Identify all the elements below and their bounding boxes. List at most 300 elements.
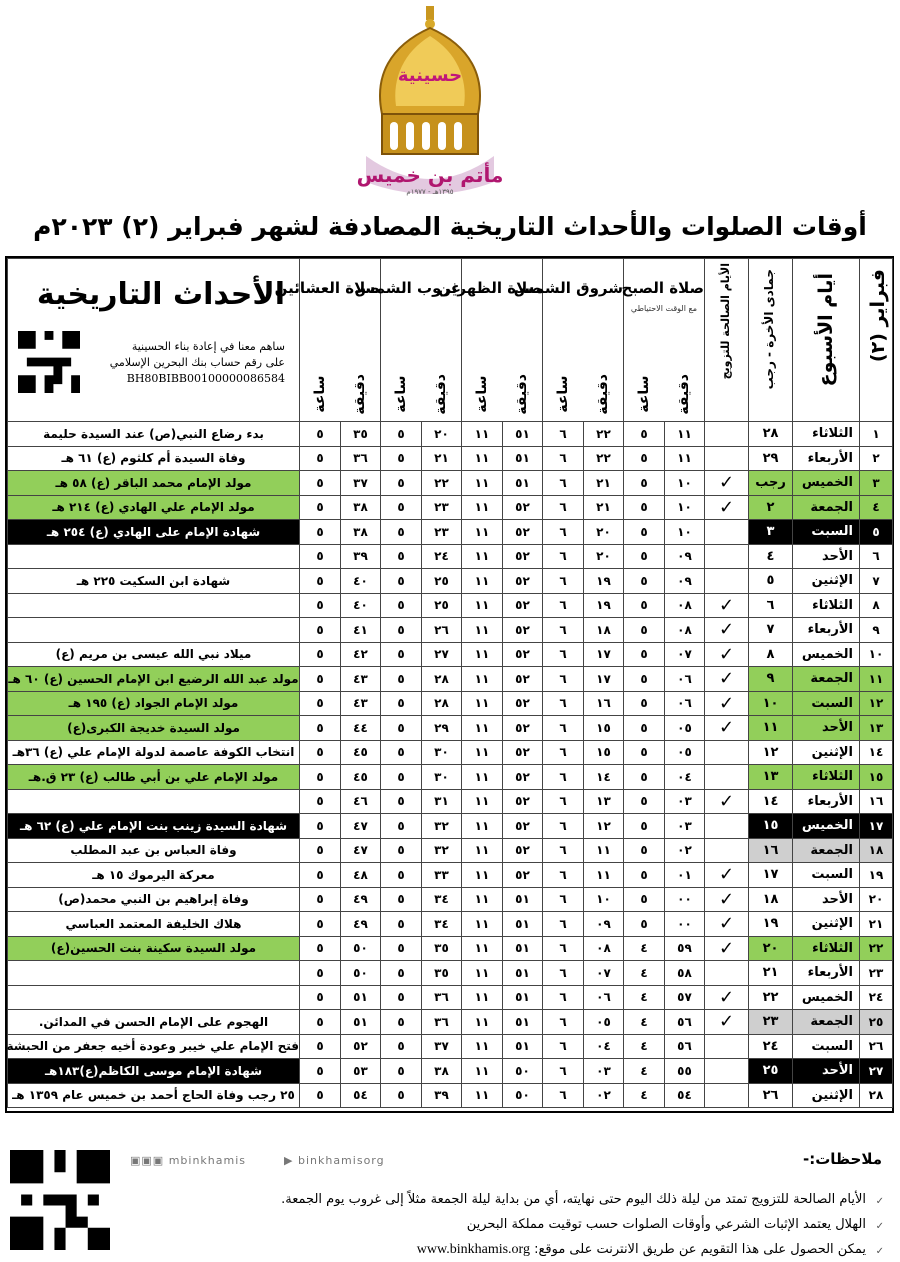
- table-row: [8, 716, 893, 741]
- maghrib-minute: ٢٣: [422, 520, 462, 545]
- maghrib-hour: ٥: [381, 593, 422, 618]
- fajr-hour: ٤: [624, 985, 665, 1010]
- isha-hour: ٥: [300, 569, 341, 594]
- sunrise-minute: ١٦: [584, 691, 624, 716]
- sunrise-hour: ٦: [543, 642, 584, 667]
- dhuhr-hour: ١١: [462, 446, 503, 471]
- fajr-minute: ٠٦: [665, 667, 705, 692]
- fajr-minute: ٠٩: [665, 544, 705, 569]
- table-row: [8, 1083, 893, 1108]
- fajr-hour: ٥: [624, 544, 665, 569]
- hijri-day: ٢٣: [749, 1010, 793, 1035]
- event: مولد الإمام محمد الباقر (ع) ٥٨ هـ: [8, 471, 300, 496]
- wedding-check: ✓: [705, 471, 749, 496]
- maghrib-hour: ٥: [381, 569, 422, 594]
- weekday-header: أيام الأسبوع: [793, 259, 860, 422]
- fajr-hour: ٥: [624, 667, 665, 692]
- wedding-check: [705, 740, 749, 765]
- event: شهادة الإمام موسى الكاظم(ع)١٨٣هـ: [8, 1059, 300, 1084]
- table-row: [8, 569, 893, 594]
- dhuhr-minute: ٥٢: [503, 838, 543, 863]
- isha-header: صلاة العشائين دقيقة ساعة: [300, 259, 381, 422]
- dhuhr-minute: ٥٢: [503, 789, 543, 814]
- weekday: الأحد: [793, 716, 860, 741]
- wedding-check: ✓: [705, 936, 749, 961]
- maghrib-hour: ٥: [381, 838, 422, 863]
- sunrise-minute: ٢٢: [584, 422, 624, 447]
- fajr-minute: ٠٠: [665, 912, 705, 937]
- sunrise-minute: ١١: [584, 838, 624, 863]
- sunrise-hour: ٦: [543, 520, 584, 545]
- dhuhr-minute: ٥١: [503, 471, 543, 496]
- fajr-minute: ٠٦: [665, 691, 705, 716]
- dhuhr-minute: ٥١: [503, 446, 543, 471]
- hijri-day: ١٥: [749, 814, 793, 839]
- isha-minute: ٥١: [341, 1010, 381, 1035]
- hijri-day: ٢٥: [749, 1059, 793, 1084]
- isha-minute: ٤١: [341, 618, 381, 643]
- event: شهادة ابن السكيت ٢٢٥ هـ: [8, 569, 300, 594]
- isha-hour: ٥: [300, 618, 341, 643]
- isha-hour: ٥: [300, 471, 341, 496]
- fajr-minute: ٥٦: [665, 1034, 705, 1059]
- maghrib-hour: ٥: [381, 912, 422, 937]
- sunrise-minute: ١٣: [584, 789, 624, 814]
- weekday: الجمعة: [793, 838, 860, 863]
- weekday: الخميس: [793, 814, 860, 839]
- fajr-minute: ١٠: [665, 471, 705, 496]
- hijri-day: رجب: [749, 471, 793, 496]
- maghrib-hour: ٥: [381, 765, 422, 790]
- maghrib-hour: ٥: [381, 1059, 422, 1084]
- table-row: [8, 667, 893, 692]
- isha-hour: ٥: [300, 1083, 341, 1108]
- maghrib-minute: ٢٤: [422, 544, 462, 569]
- fajr-hour: ٤: [624, 1059, 665, 1084]
- hijri-day: ٢٩: [749, 446, 793, 471]
- dhuhr-minute: ٥٢: [503, 495, 543, 520]
- table-row: [8, 814, 893, 839]
- dhuhr-minute: ٥١: [503, 985, 543, 1010]
- maghrib-minute: ٣٨: [422, 1059, 462, 1084]
- fajr-hour: ٥: [624, 569, 665, 594]
- minute-label: دقيقة: [676, 374, 692, 415]
- hijri-day: ٥: [749, 569, 793, 594]
- maghrib-hour: ٥: [381, 887, 422, 912]
- isha-hour: ٥: [300, 495, 341, 520]
- note-2: الهلال يعتمد الإثبات الشرعي وأوقات الصلوات حسب توقيت مملكة البحرين: [466, 1217, 866, 1232]
- isha-minute: ٤٥: [341, 740, 381, 765]
- fajr-minute: ١١: [665, 446, 705, 471]
- table-row: [8, 520, 893, 545]
- fajr-hour: ٥: [624, 446, 665, 471]
- weekday: الثلاثاء: [793, 422, 860, 447]
- fajr-header: صلاة الصبح مع الوقت الاحتياطي دقيقة ساعة: [624, 259, 705, 422]
- fajr-minute: ٠٤: [665, 765, 705, 790]
- wedding-check: ✓: [705, 495, 749, 520]
- day-number: ١٦: [860, 789, 893, 814]
- isha-hour: ٥: [300, 985, 341, 1010]
- weekday: الجمعة: [793, 667, 860, 692]
- isha-hour: ٥: [300, 422, 341, 447]
- dhuhr-minute: ٥٢: [503, 814, 543, 839]
- table-row: [8, 471, 893, 496]
- hijri-day: ٣: [749, 520, 793, 545]
- dhuhr-minute: ٥٢: [503, 544, 543, 569]
- events-title: الأحداث التاريخية: [36, 277, 285, 312]
- donation-text: ساهم معنا في إعادة بناء الحسينية على رقم حساب بنك البحرين الإسلامي BH80BIBB00100000086584: [109, 340, 285, 385]
- weekday: الأربعاء: [793, 789, 860, 814]
- day-number: ٢٣: [860, 961, 893, 986]
- hijri-day: ١١: [749, 716, 793, 741]
- hijri-day: ٨: [749, 642, 793, 667]
- hijri-day: ١٤: [749, 789, 793, 814]
- day-number: ٩: [860, 618, 893, 643]
- isha-minute: ٤٨: [341, 863, 381, 888]
- fajr-note: مع الوقت الاحتياطي: [630, 303, 698, 313]
- sunrise-minute: ١٥: [584, 740, 624, 765]
- sunrise-hour: ٦: [543, 838, 584, 863]
- fajr-hour: ٥: [624, 789, 665, 814]
- maghrib-hour: ٥: [381, 520, 422, 545]
- dhuhr-hour: ١١: [462, 569, 503, 594]
- day-number: ١٠: [860, 642, 893, 667]
- isha-hour: ٥: [300, 1034, 341, 1059]
- table-row: [8, 863, 893, 888]
- day-number: ١٩: [860, 863, 893, 888]
- day-number: ٢: [860, 446, 893, 471]
- maghrib-minute: ٢٩: [422, 716, 462, 741]
- day-number: ٣: [860, 471, 893, 496]
- table-row: [8, 765, 893, 790]
- donation-qr-code-icon: [18, 331, 80, 393]
- event: [8, 618, 300, 643]
- event: ٢٥ رجب وفاة الحاج أحمد بن خميس عام ١٣٥٩ هـ: [8, 1083, 300, 1108]
- fajr-hour: ٥: [624, 691, 665, 716]
- wedding-check: ✓: [705, 593, 749, 618]
- maghrib-hour: ٥: [381, 471, 422, 496]
- isha-hour: ٥: [300, 446, 341, 471]
- isha-minute: ٥٠: [341, 936, 381, 961]
- fajr-hour: ٤: [624, 1083, 665, 1108]
- day-number: ٢٦: [860, 1034, 893, 1059]
- isha-minute: ٤٣: [341, 691, 381, 716]
- weekday: الجمعة: [793, 495, 860, 520]
- event: مولد الإمام الجواد (ع) ١٩٥ هـ: [8, 691, 300, 716]
- dhuhr-header: صلاة الظهرين دقيقة ساعة: [462, 259, 543, 422]
- isha-hour: ٥: [300, 1010, 341, 1035]
- table-row: [8, 789, 893, 814]
- hijri-day: ٢١: [749, 961, 793, 986]
- weekday: الجمعة: [793, 1010, 860, 1035]
- maghrib-minute: ٣٧: [422, 1034, 462, 1059]
- weekday: الخميس: [793, 642, 860, 667]
- wedding-check: ✓: [705, 1010, 749, 1035]
- wedding-check: ✓: [705, 691, 749, 716]
- bullet-icon: ✓: [875, 1196, 884, 1207]
- dhuhr-hour: ١١: [462, 912, 503, 937]
- fajr-hour: ٥: [624, 471, 665, 496]
- table-row: [8, 593, 893, 618]
- day-number: ١٨: [860, 838, 893, 863]
- dhuhr-minute: ٥١: [503, 912, 543, 937]
- hijri-day: ٢٨: [749, 422, 793, 447]
- weekday: الأربعاء: [793, 446, 860, 471]
- fajr-minute: ١٠: [665, 520, 705, 545]
- day-number: ٤: [860, 495, 893, 520]
- maghrib-minute: ٢٨: [422, 691, 462, 716]
- dhuhr-minute: ٥١: [503, 936, 543, 961]
- maghrib-minute: ٢٥: [422, 569, 462, 594]
- dhuhr-minute: ٥٢: [503, 863, 543, 888]
- social-icons: ▣▣▣: [130, 1154, 169, 1167]
- sunrise-hour: ٦: [543, 495, 584, 520]
- table-row: [8, 961, 893, 986]
- fajr-hour: ٥: [624, 618, 665, 643]
- wedding-check: ✓: [705, 985, 749, 1010]
- iban: BH80BIBB00100000086584: [126, 371, 285, 385]
- table-row: [8, 887, 893, 912]
- table-row: [8, 985, 893, 1010]
- isha-hour: ٥: [300, 789, 341, 814]
- event: وفاة إبراهيم بن النبي محمد(ص): [8, 887, 300, 912]
- dhuhr-hour: ١١: [462, 520, 503, 545]
- weekday: الأربعاء: [793, 961, 860, 986]
- day-number: ٢٧: [860, 1059, 893, 1084]
- hijri-day: ٧: [749, 618, 793, 643]
- weekday: الإثنين: [793, 740, 860, 765]
- dhuhr-hour: ١١: [462, 961, 503, 986]
- table-row: [8, 544, 893, 569]
- weekday: السبت: [793, 863, 860, 888]
- hijri-day: ١٠: [749, 691, 793, 716]
- day-number: ١٥: [860, 765, 893, 790]
- bullet-icon: ✓: [875, 1221, 884, 1232]
- fajr-minute: ١٠: [665, 495, 705, 520]
- dhuhr-hour: ١١: [462, 863, 503, 888]
- weekday: السبت: [793, 1034, 860, 1059]
- fajr-hour: ٥: [624, 422, 665, 447]
- site-link[interactable]: www.binkhamis.org: [416, 1242, 530, 1257]
- weekday: الأحد: [793, 887, 860, 912]
- event: وفاة العباس بن عبد المطلب: [8, 838, 300, 863]
- dhuhr-hour: ١١: [462, 887, 503, 912]
- sunrise-minute: ٠٤: [584, 1034, 624, 1059]
- maghrib-minute: ٢٢: [422, 471, 462, 496]
- maghrib-hour: ٥: [381, 1083, 422, 1108]
- dhuhr-hour: ١١: [462, 814, 503, 839]
- sunrise-hour: ٦: [543, 667, 584, 692]
- sunrise-header: شروق الشمس دقيقة ساعة: [543, 259, 624, 422]
- event: مولد عبد الله الرضيع ابن الإمام الحسين (ع) ٦٠ هـ: [8, 667, 300, 692]
- prayer-times-table: [7, 258, 893, 1108]
- wedding-check: [705, 1034, 749, 1059]
- hijri-day: ١٦: [749, 838, 793, 863]
- dhuhr-hour: ١١: [462, 495, 503, 520]
- sunrise-hour: ٦: [543, 1034, 584, 1059]
- isha-minute: ٣٩: [341, 544, 381, 569]
- hijri-day: ١٩: [749, 912, 793, 937]
- maghrib-minute: ٣٥: [422, 961, 462, 986]
- day-number: ٢٨: [860, 1083, 893, 1108]
- isha-minute: ٥٣: [341, 1059, 381, 1084]
- fajr-hour: ٤: [624, 1010, 665, 1035]
- event: مولد الإمام علي الهادي (ع) ٢١٤ هـ: [8, 495, 300, 520]
- maghrib-hour: ٥: [381, 789, 422, 814]
- isha-minute: ٣٨: [341, 495, 381, 520]
- maghrib-minute: ٣٠: [422, 740, 462, 765]
- sunrise-hour: ٦: [543, 985, 584, 1010]
- day-number: ١٤: [860, 740, 893, 765]
- fajr-hour: ٤: [624, 961, 665, 986]
- sunrise-minute: ٠٥: [584, 1010, 624, 1035]
- bullet-icon: ✓: [875, 1246, 884, 1257]
- fajr-hour: ٤: [624, 1034, 665, 1059]
- wedding-header: الأيام الصالحة للتزويج: [705, 259, 749, 422]
- sunrise-hour: ٦: [543, 1083, 584, 1108]
- wedding-check: [705, 422, 749, 447]
- dhuhr-hour: ١١: [462, 471, 503, 496]
- isha-minute: ٣٥: [341, 422, 381, 447]
- hijri-day: ٩: [749, 667, 793, 692]
- maghrib-minute: ٣٤: [422, 887, 462, 912]
- sunrise-hour: ٦: [543, 887, 584, 912]
- dhuhr-minute: ٥١: [503, 1010, 543, 1035]
- wedding-check: ✓: [705, 887, 749, 912]
- event: [8, 593, 300, 618]
- isha-hour: ٥: [300, 936, 341, 961]
- event: شهادة الإمام على الهادي (ع) ٢٥٤ هـ: [8, 520, 300, 545]
- table-row: [8, 1034, 893, 1059]
- maghrib-hour: ٥: [381, 863, 422, 888]
- wedding-check: [705, 961, 749, 986]
- isha-minute: ٥٢: [341, 1034, 381, 1059]
- maghrib-minute: ٣٩: [422, 1083, 462, 1108]
- dhuhr-hour: ١١: [462, 544, 503, 569]
- sunrise-hour: ٦: [543, 422, 584, 447]
- wedding-check: ✓: [705, 863, 749, 888]
- event: شهادة السيدة زينب بنت الإمام علي (ع) ٦٢ هـ: [8, 814, 300, 839]
- table-header-row: [8, 259, 893, 422]
- isha-hour: ٥: [300, 765, 341, 790]
- maghrib-minute: ٣٦: [422, 1010, 462, 1035]
- weekday: الأربعاء: [793, 618, 860, 643]
- maghrib-minute: ٣٥: [422, 936, 462, 961]
- maghrib-minute: ٣٤: [422, 912, 462, 937]
- sunrise-hour: ٦: [543, 961, 584, 986]
- maghrib-minute: ٣١: [422, 789, 462, 814]
- dhuhr-hour: ١١: [462, 1083, 503, 1108]
- maghrib-minute: ٢٦: [422, 618, 462, 643]
- weekday: الثلاثاء: [793, 936, 860, 961]
- maghrib-minute: ٢٥: [422, 593, 462, 618]
- day-number: ٢٠: [860, 887, 893, 912]
- dhuhr-minute: ٥٢: [503, 618, 543, 643]
- svg-text:١٣٩٥هـ - ١٩٧٧م: ١٣٩٥هـ - ١٩٧٧م: [406, 188, 454, 196]
- fajr-hour: ٥: [624, 740, 665, 765]
- day-number: ٦: [860, 544, 893, 569]
- table-row: [8, 1010, 893, 1035]
- sunrise-minute: ٢١: [584, 471, 624, 496]
- maghrib-hour: ٥: [381, 544, 422, 569]
- dhuhr-hour: ١١: [462, 716, 503, 741]
- isha-minute: ٤٤: [341, 716, 381, 741]
- isha-minute: ٣٨: [341, 520, 381, 545]
- maghrib-minute: ٣٦: [422, 985, 462, 1010]
- sunrise-minute: ١١: [584, 863, 624, 888]
- social-handle: ▣▣▣ mbinkhamis: [130, 1154, 246, 1167]
- isha-minute: ٤٥: [341, 765, 381, 790]
- isha-minute: ٥٠: [341, 961, 381, 986]
- isha-hour: ٥: [300, 667, 341, 692]
- table-row: [8, 422, 893, 447]
- fajr-hour: ٥: [624, 912, 665, 937]
- day-number: ١١: [860, 667, 893, 692]
- dhuhr-minute: ٥٢: [503, 593, 543, 618]
- fajr-minute: ٠٨: [665, 618, 705, 643]
- sunrise-hour: ٦: [543, 740, 584, 765]
- hijri-day: ٢٢: [749, 985, 793, 1010]
- wedding-check: [705, 544, 749, 569]
- dhuhr-minute: ٥٢: [503, 667, 543, 692]
- maghrib-minute: ٢٣: [422, 495, 462, 520]
- fajr-minute: ٠٠: [665, 887, 705, 912]
- hijri-day: ٦: [749, 593, 793, 618]
- weekday: الإثنين: [793, 912, 860, 937]
- table-row: [8, 936, 893, 961]
- isha-minute: ٤٧: [341, 814, 381, 839]
- wedding-check: ✓: [705, 667, 749, 692]
- event: الهجوم على الإمام الحسن في المدائن.: [8, 1010, 300, 1035]
- isha-hour: ٥: [300, 838, 341, 863]
- isha-hour: ٥: [300, 961, 341, 986]
- dhuhr-minute: ٥٠: [503, 1059, 543, 1084]
- fajr-minute: ٠٩: [665, 569, 705, 594]
- sunrise-minute: ٠٩: [584, 912, 624, 937]
- fajr-hour: ٥: [624, 887, 665, 912]
- sunrise-minute: ٢٠: [584, 520, 624, 545]
- event: [8, 789, 300, 814]
- isha-minute: ٣٧: [341, 471, 381, 496]
- wedding-check: [705, 520, 749, 545]
- sunrise-hour: ٦: [543, 618, 584, 643]
- maghrib-hour: ٥: [381, 961, 422, 986]
- wedding-check: [705, 838, 749, 863]
- fajr-hour: ٥: [624, 520, 665, 545]
- hijri-header: جمادى الأخرة - رجب: [749, 259, 793, 422]
- sunrise-minute: ٠٢: [584, 1083, 624, 1108]
- dhuhr-hour: ١١: [462, 838, 503, 863]
- fajr-minute: ٠١: [665, 863, 705, 888]
- wedding-check: [705, 1083, 749, 1108]
- dhuhr-hour: ١١: [462, 1059, 503, 1084]
- sunrise-minute: ١٧: [584, 667, 624, 692]
- maghrib-hour: ٥: [381, 691, 422, 716]
- day-number: ١٢: [860, 691, 893, 716]
- fajr-hour: ٥: [624, 593, 665, 618]
- note-1: الأيام الصالحة للتزويج تمتد من ليلة ذلك اليوم حتى نهايته، أي من بداية ليلة الجمعة مثلاً إلى غروب يوم الجمعة.: [281, 1192, 866, 1207]
- fajr-minute: ٥٨: [665, 961, 705, 986]
- table-row: [8, 495, 893, 520]
- isha-hour: ٥: [300, 1059, 341, 1084]
- fajr-hour: ٥: [624, 642, 665, 667]
- site-qr-code-icon: [10, 1150, 110, 1250]
- isha-minute: ٣٦: [341, 446, 381, 471]
- weekday: الخميس: [793, 985, 860, 1010]
- table-row: [8, 740, 893, 765]
- isha-minute: ٤٠: [341, 593, 381, 618]
- sunrise-minute: ٠٧: [584, 961, 624, 986]
